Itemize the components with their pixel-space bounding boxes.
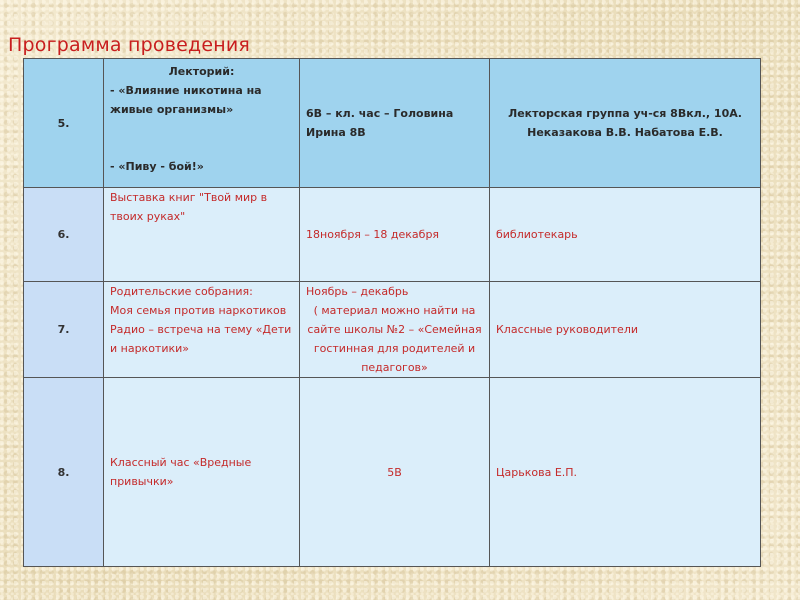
event-cell: Классный час «Вредные привычки» (104, 378, 300, 567)
row-number: 8. (24, 378, 104, 567)
event-line: Радио – встреча на тему «Дети и наркотики» (110, 323, 292, 355)
table-row (24, 378, 761, 567)
row-number: 7. (24, 282, 104, 378)
event-line: Моя семья против наркотиков (110, 304, 287, 317)
responsible-cell: библиотекарь (490, 188, 761, 282)
date-cell: 6В – кл. час – Головина Ирина 8В (300, 59, 490, 188)
responsible-cell: Лекторская группа уч-ся 8Вкл., 10А. Неказакова В.В. Набатова Е.В. (490, 59, 761, 188)
row-number: 5. (24, 59, 104, 188)
date-cell: 18ноября – 18 декабря (300, 188, 490, 282)
row-number: 6. (24, 188, 104, 282)
page-title: Программа проведения (8, 34, 251, 56)
event-item: - «Влияние никотина на живые организмы» (110, 84, 262, 116)
date-line: ( материал можно найти на сайте школы №2 – «Семейная гостинная для родителей и педагогов» (307, 304, 482, 374)
program-table (23, 58, 761, 567)
table-row (24, 188, 761, 282)
responsible-cell: Классные руководители (490, 282, 761, 378)
event-cell: Выставка книг "Твой мир в твоих руках" (104, 188, 300, 282)
event-cell (104, 59, 300, 188)
date-line: Ноябрь – декабрь (306, 285, 409, 298)
date-cell: 5В (300, 378, 490, 567)
event-item: - «Пиву - бой!» (110, 160, 204, 173)
event-title: Лекторий: (168, 65, 235, 78)
table-row (24, 282, 761, 378)
responsible-cell: Царькова Е.П. (490, 378, 761, 567)
event-line: Родительские собрания: (110, 285, 253, 298)
table-row (24, 59, 761, 188)
event-cell (104, 282, 300, 378)
date-cell (300, 282, 490, 378)
